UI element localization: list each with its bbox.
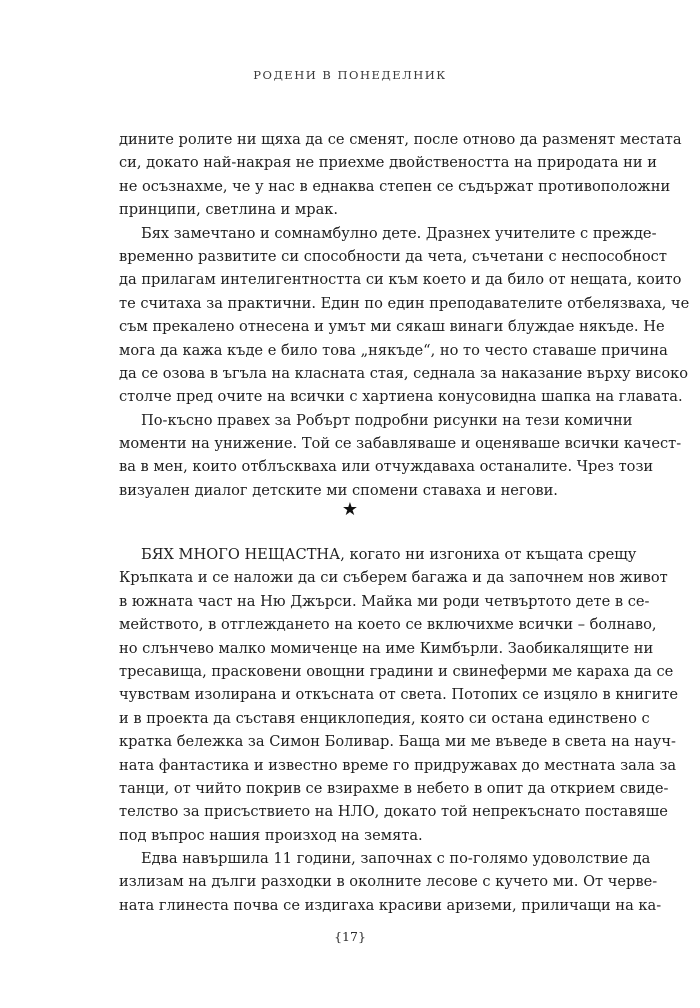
text-line: те считаха за практични. Един по един преподавателите отбелязваха, че	[119, 294, 690, 312]
paragraph-first-line: БЯХ МНОГО НЕЩАСТНА, когато ни изгониха от къщата срещу	[141, 546, 637, 563]
text-line: чувствам изолирана и откъсната от света. Потопих се изцяло в книгите	[119, 686, 679, 704]
text-line: не осъзнахме, че у нас в еднаква степен се съдържат противоположни	[119, 177, 671, 195]
text-block-2	[119, 543, 679, 917]
text-line: принципи, светлина и мрак.	[119, 201, 339, 219]
text-line: ва в мен, които отблъскваха или отчуждаваха останалите. Чрез този	[119, 458, 654, 476]
text-line: мейството, в отглеждането на което се включихме всички – болнаво,	[119, 616, 657, 634]
text-line: да се озова в ъгъла на класната стая, седнала за наказание върху високо	[119, 364, 689, 382]
text-line: излизам на дълги разходки в околните лесове с кучето ми. От черве-	[119, 873, 658, 891]
text-line: временно развитите си способности да чета, съчетани с неспособност	[119, 247, 667, 265]
text-line: в южната част на Ню Джърси. Майка ми роди четвъртото дете в се-	[119, 592, 650, 610]
paragraph-first-line: Едва навършила 11 години, започнах с по-голямо удоволствие да	[141, 850, 651, 868]
text-line: дините ролите ни щяха да се сменят, после отново да разменят местата	[119, 131, 682, 148]
text-line: мога да кажа къде е било това „някъде“, но то често ставаше причина	[119, 341, 668, 359]
text-line: ната глинеста почва се издигаха красиви ариземи, приличащи на ка-	[119, 896, 662, 914]
paragraph-first-line: Бях замечтано и сомнамбулно дете. Дразнех учителите с прежде-	[141, 224, 657, 242]
text-line: телство за присъствието на НЛО, докато той непрекъснато поставяше	[119, 803, 668, 821]
text-line: под въпрос нашия произход на земята.	[119, 826, 423, 844]
text-line: но слънчево малко момиченце на име Кимбърли. Заобикалящите ни	[119, 639, 654, 657]
paragraph-first-line: По-късно правех за Робърт подробни рисунки на тези комични	[141, 411, 633, 429]
text-line: кратка бележка за Симон Боливар. Баща ми ме въведе в света на науч-	[119, 733, 676, 751]
text-line: столче пред очите на всички с хартиена конусовидна шапка на главата.	[119, 388, 683, 406]
text-line: танци, от чийто покрив се взирахме в небето в опит да открием свиде-	[119, 779, 669, 797]
page-number: {17}	[334, 929, 366, 944]
text-line: да прилагам интелигентността си към което и да било от нещата, които	[119, 271, 682, 289]
text-block-1	[119, 128, 690, 502]
section-break-star-icon: ★	[341, 499, 359, 520]
text-line: и в проекта да съставя енциклопедия, която си остана единствено с	[119, 709, 650, 727]
text-line: съм прекалено отнесена и умът ми сякаш винаги блуждае някъде. Не	[119, 318, 665, 336]
running-head: РОДЕНИ В ПОНЕДЕЛНИК	[253, 68, 447, 82]
text-line: тресавища, прасковени овощни градини и свинеферми ме караха да се	[119, 662, 674, 680]
text-line: Кръпката и се наложи да си съберем багажа и да започнем нов живот	[119, 569, 668, 587]
text-line: си, докато най-накрая не приехме двойствеността на природата ни и	[119, 154, 657, 172]
text-line: моменти на унижение. Той се забавляваше и оценяваше всички качест-	[119, 435, 682, 453]
text-line: визуален диалог детските ми спомени ставаха и негови.	[119, 481, 558, 499]
text-line: ната фантастика и известно време го придружавах до местната зала за	[119, 756, 677, 774]
